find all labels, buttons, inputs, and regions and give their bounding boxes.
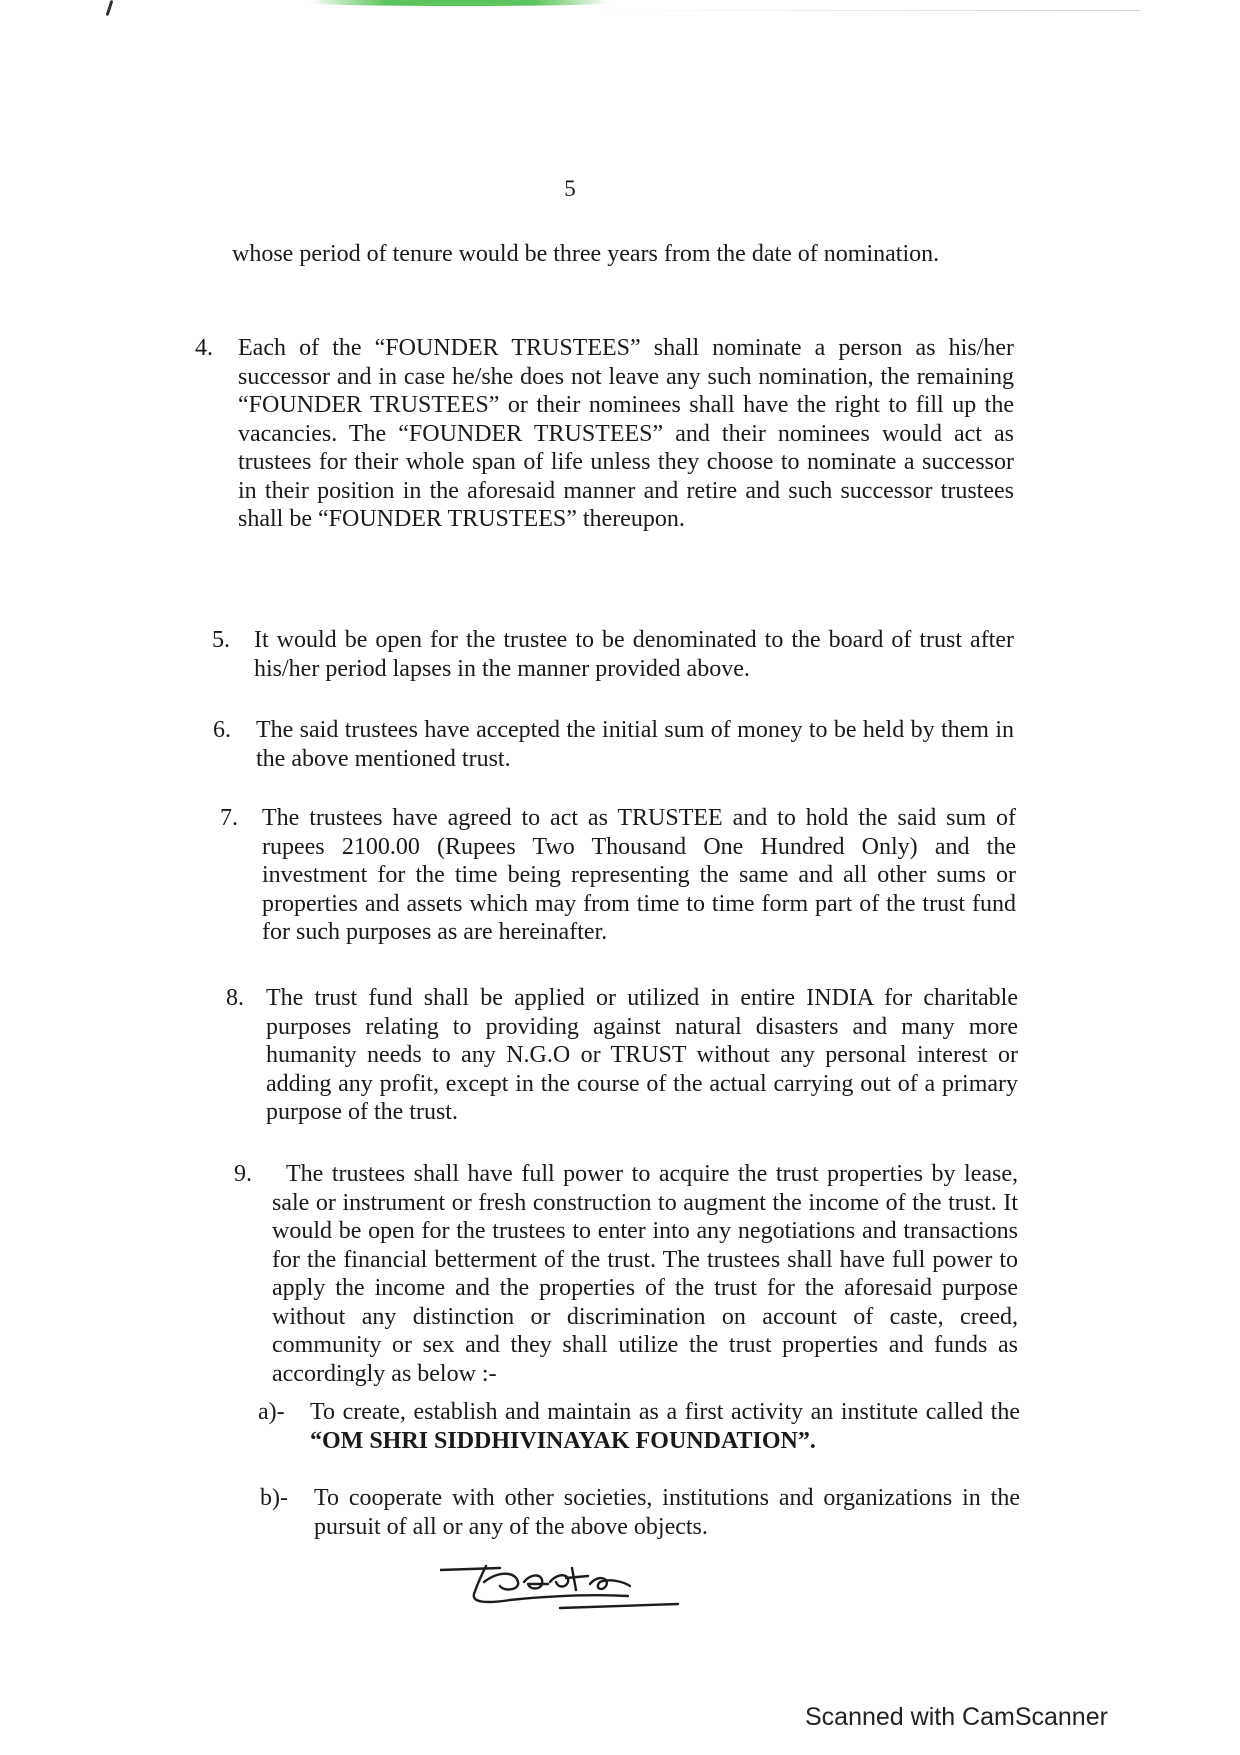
clause-4 [195,334,1014,534]
signature [440,1560,700,1640]
clause-text: The trustees have agreed to act as TRUSTEE and to hold the said sum of rupees 2100.00 (Rupees Two Thousand One Hundred Only) and the investment for the time being representing the same and all other sums or properties and assets which may from time to time form part of the trust fund for such purposes as are hereinafter. [262,805,1016,945]
clause-9 [234,1160,1018,1388]
clause-6 [213,716,1014,773]
clause-number: 4. [195,335,213,361]
sub-clause-label: b)- [260,1485,288,1511]
scanner-watermark: Scanned with CamScanner [805,1703,1108,1731]
clause-8 [226,984,1018,1127]
clause-number: 5. [212,627,230,653]
clause-text: The trustees shall have full power to acquire the trust properties by lease, sale or instrument or fresh construction to augment the income of the trust. It would be open for the trustees to enter into any negotiations and transactions for the financial betterment of the trust. The trustees shall have full power to apply the income and the properties of the trust for the aforesaid purpose without any distinction or discrimination on account of caste, creed, community or sex and they shall utilize the trust properties and funds as accordingly as below :- [272,1161,1018,1387]
sub-clause-a-text: To create, establish and maintain as a first activity an institute called the [310,1399,1020,1425]
page-number: 5 [564,176,576,201]
scan-edge-strip [310,0,610,6]
clause-text: The said trustees have accepted the initial sum of money to be held by them in the above mentioned trust. [256,717,1014,772]
clause-number: 6. [213,717,231,743]
pen-mark [106,0,114,16]
sub-clause-text [310,1398,1020,1455]
clause-text: The trust fund shall be applied or utilized in entire INDIA for charitable purposes relating to providing against natural disasters and many more humanity needs to any N.G.O or TRUST without any personal interest or adding any profit, except in the course of the actual carrying out of a primary purpose of the trust. [266,985,1018,1125]
clause-number: 9. [234,1161,252,1187]
sub-clause-label: a)- [258,1399,285,1425]
clause-text: It would be open for the trustee to be denominated to the board of trust after his/her period lapses in the manner provided above. [254,627,1014,682]
sub-clause-text: To cooperate with other societies, institutions and organizations in the pursuit of all or any of the above objects. [314,1485,1020,1540]
sub-clause-a [258,1398,1020,1455]
clause-number: 7. [220,805,238,831]
sub-clause-b [260,1484,1020,1541]
clause-number: 8. [226,985,244,1011]
clause-7 [220,804,1016,947]
intro-text: whose period of tenure would be three years from the date of nomination. [232,241,940,267]
scan-edge-line [600,10,1140,11]
clause-5 [212,626,1014,683]
clause-text: Each of the “FOUNDER TRUSTEES” shall nominate a person as his/her successor and in case he/she does not leave any such nomination, the remaining “FOUNDER TRUSTEES” or their nominees shall have the right to fill up the vacancies. The “FOUNDER TRUSTEES” and their nominees would act as trustees for their whole span of life unless they choose to nominate a successor in their position in the aforesaid manner and retire and such successor trustees shall be “FOUNDER TRUSTEES” thereupon. [238,335,1014,532]
intro-paragraph [232,240,1012,269]
foundation-name: “OM SHRI SIDDHIVINAYAK FOUNDATION”. [310,1427,816,1454]
